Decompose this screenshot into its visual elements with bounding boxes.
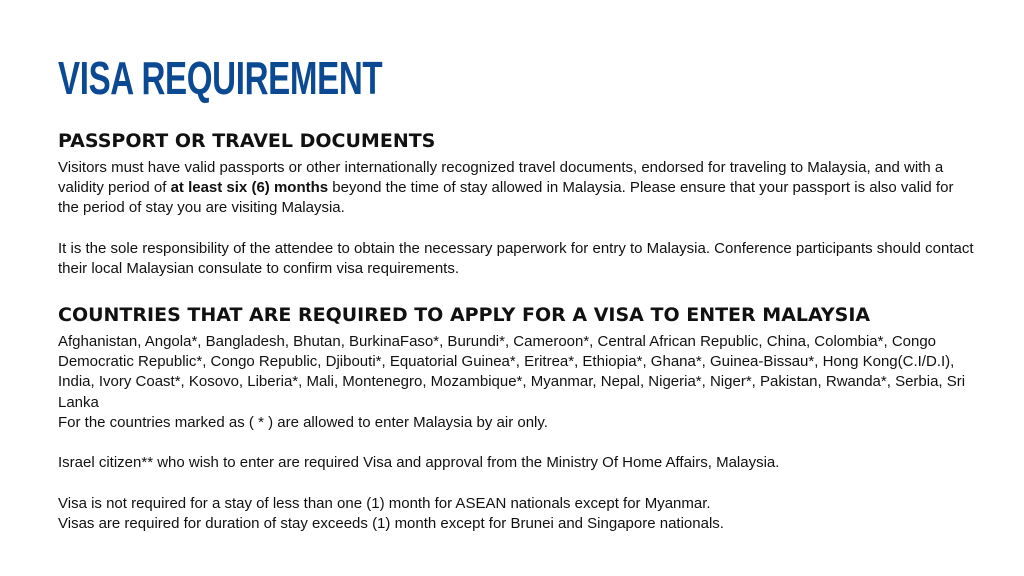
countries-section	[58, 302, 978, 534]
passport-validity-text-start: Visitors must have valid passports or other internationally recognized travel documents, endorsed for traveling to Malaysia, and with a validity period of	[58, 159, 944, 197]
passport-validity-text-end: beyond the time of stay allowed in Malaysia. Please ensure that your passport is also valid for the period of stay you are visiting Malaysia.	[58, 179, 954, 217]
countries-section-heading: COUNTRIES THAT ARE REQUIRED TO APPLY FOR A VISA TO ENTER MALAYSIA	[58, 304, 871, 326]
stay-duration-note: Visas are required for duration of stay exceeds (1) month except for Brunei and Singapore nationals.	[58, 514, 724, 532]
asean-exemption-note: Visa is not required for a stay of less than one (1) month for ASEAN nationals except for Myanmar.	[58, 494, 711, 512]
paragraph-spacer	[58, 473, 978, 493]
attendee-responsibility-paragraph: It is the sole responsibility of the attendee to obtain the necessary paperwork for entry to Malaysia. Conference participants should contact their local Malaysian consulate to confirm visa requirements.	[58, 239, 974, 277]
passport-validity-emphasis: at least six (6) months	[170, 179, 329, 197]
air-only-note: For the countries marked as ( * ) are allowed to enter Malaysia by air only.	[58, 413, 548, 431]
passport-section-heading: PASSPORT OR TRAVEL DOCUMENTS	[58, 130, 436, 152]
visa-countries-list: Afghanistan, Angola*, Bangladesh, Bhutan, BurkinaFaso*, Burundi*, Cameroon*, Central African Republic, China, Colombia*, Congo Democratic Republic*, Congo Republic, Djibouti*, Equatorial Guinea*, Eritrea*, Ethiopia*, Ghana*, Guinea-Bissau*, Hong Kong(C.I/D.I), India, Ivory Coast*, Kosovo, Liberia*, Mali, Montenegro, Mozambique*, Myanmar, Nepal, Nigeria*, Niger*, Pakistan, Rwanda*, Serbia, Sri Lanka	[58, 333, 966, 411]
israel-citizen-note: Israel citizen** who wish to enter are required Visa and approval from the Ministry Of Home Affairs, Malaysia.	[58, 454, 780, 472]
page-title: VISA REQUIREMENT	[58, 52, 383, 104]
paragraph-spacer	[58, 219, 978, 239]
passport-section	[58, 128, 978, 279]
paragraph-spacer	[58, 433, 978, 453]
passport-validity-paragraph	[58, 158, 978, 219]
